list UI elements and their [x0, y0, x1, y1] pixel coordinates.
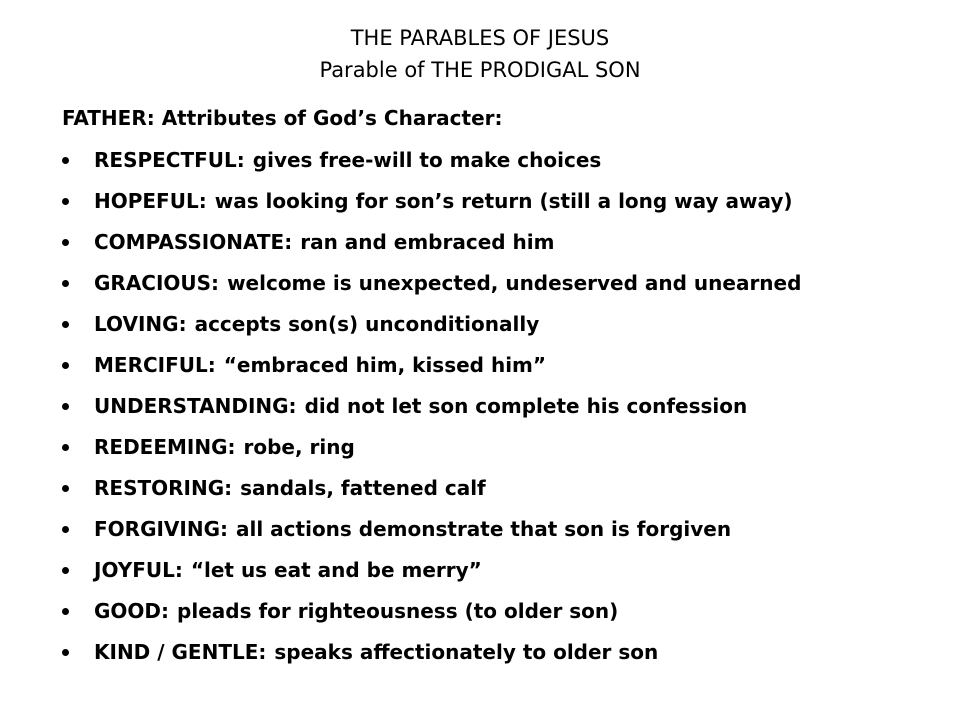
attribute-description: “embraced him, kissed him”: [223, 353, 547, 377]
bullet-icon: [62, 649, 69, 656]
attribute-term: KIND / GENTLE:: [94, 640, 267, 664]
attribute-description: welcome is unexpected, undeserved and unearned: [227, 271, 802, 295]
bullet-icon: [62, 198, 69, 205]
list-item: [62, 187, 942, 228]
list-item: [62, 638, 942, 679]
attribute-term: RESTORING:: [94, 476, 233, 500]
attribute-term: GOOD:: [94, 599, 170, 623]
bullet-icon: [62, 157, 69, 164]
attribute-list: [62, 146, 942, 679]
list-item: [62, 433, 942, 474]
attribute-description: sandals, fattened calf: [240, 476, 486, 500]
attribute-description: ran and embraced him: [300, 230, 555, 254]
bullet-icon: [62, 526, 69, 533]
attribute-term: RESPECTFUL:: [94, 148, 245, 172]
attribute-term: UNDERSTANDING:: [94, 394, 297, 418]
attribute-description: speaks affectionately to older son: [274, 640, 659, 664]
list-item: [62, 146, 942, 187]
list-item: [62, 515, 942, 556]
list-item: [62, 310, 942, 351]
attribute-description: accepts son(s) unconditionally: [194, 312, 540, 336]
attribute-term: GRACIOUS:: [94, 271, 220, 295]
attribute-term: FORGIVING:: [94, 517, 228, 541]
bullet-icon: [62, 239, 69, 246]
bullet-icon: [62, 403, 69, 410]
attribute-description: “let us eat and be merry”: [190, 558, 482, 582]
slide-title: [0, 22, 960, 86]
attribute-description: pleads for righteousness (to older son): [177, 599, 619, 623]
title-line-2: Parable of THE PRODIGAL SON: [319, 58, 641, 82]
attribute-description: gives free-will to make choices: [252, 148, 602, 172]
list-item: [62, 228, 942, 269]
attribute-term: JOYFUL:: [94, 558, 183, 582]
list-item: [62, 474, 942, 515]
bullet-icon: [62, 608, 69, 615]
attribute-description: was looking for son’s return (still a long way away): [214, 189, 793, 213]
title-line-1: THE PARABLES OF JESUS: [350, 26, 610, 50]
list-item: [62, 269, 942, 310]
attribute-term: COMPASSIONATE:: [94, 230, 293, 254]
attribute-term: HOPEFUL:: [94, 189, 207, 213]
bullet-icon: [62, 567, 69, 574]
attribute-description: did not let son complete his confession: [304, 394, 748, 418]
list-item: [62, 351, 942, 392]
section-heading: FATHER: Attributes of God’s Character:: [62, 106, 503, 130]
attribute-description: robe, ring: [243, 435, 355, 459]
attribute-term: MERCIFUL:: [94, 353, 216, 377]
attribute-description: all actions demonstrate that son is forgiven: [236, 517, 732, 541]
attribute-term: REDEEMING:: [94, 435, 236, 459]
list-item: [62, 597, 942, 638]
list-item: [62, 392, 942, 433]
bullet-icon: [62, 321, 69, 328]
bullet-icon: [62, 362, 69, 369]
bullet-icon: [62, 280, 69, 287]
bullet-icon: [62, 485, 69, 492]
list-item: [62, 556, 942, 597]
bullet-icon: [62, 444, 69, 451]
attribute-term: LOVING:: [94, 312, 187, 336]
